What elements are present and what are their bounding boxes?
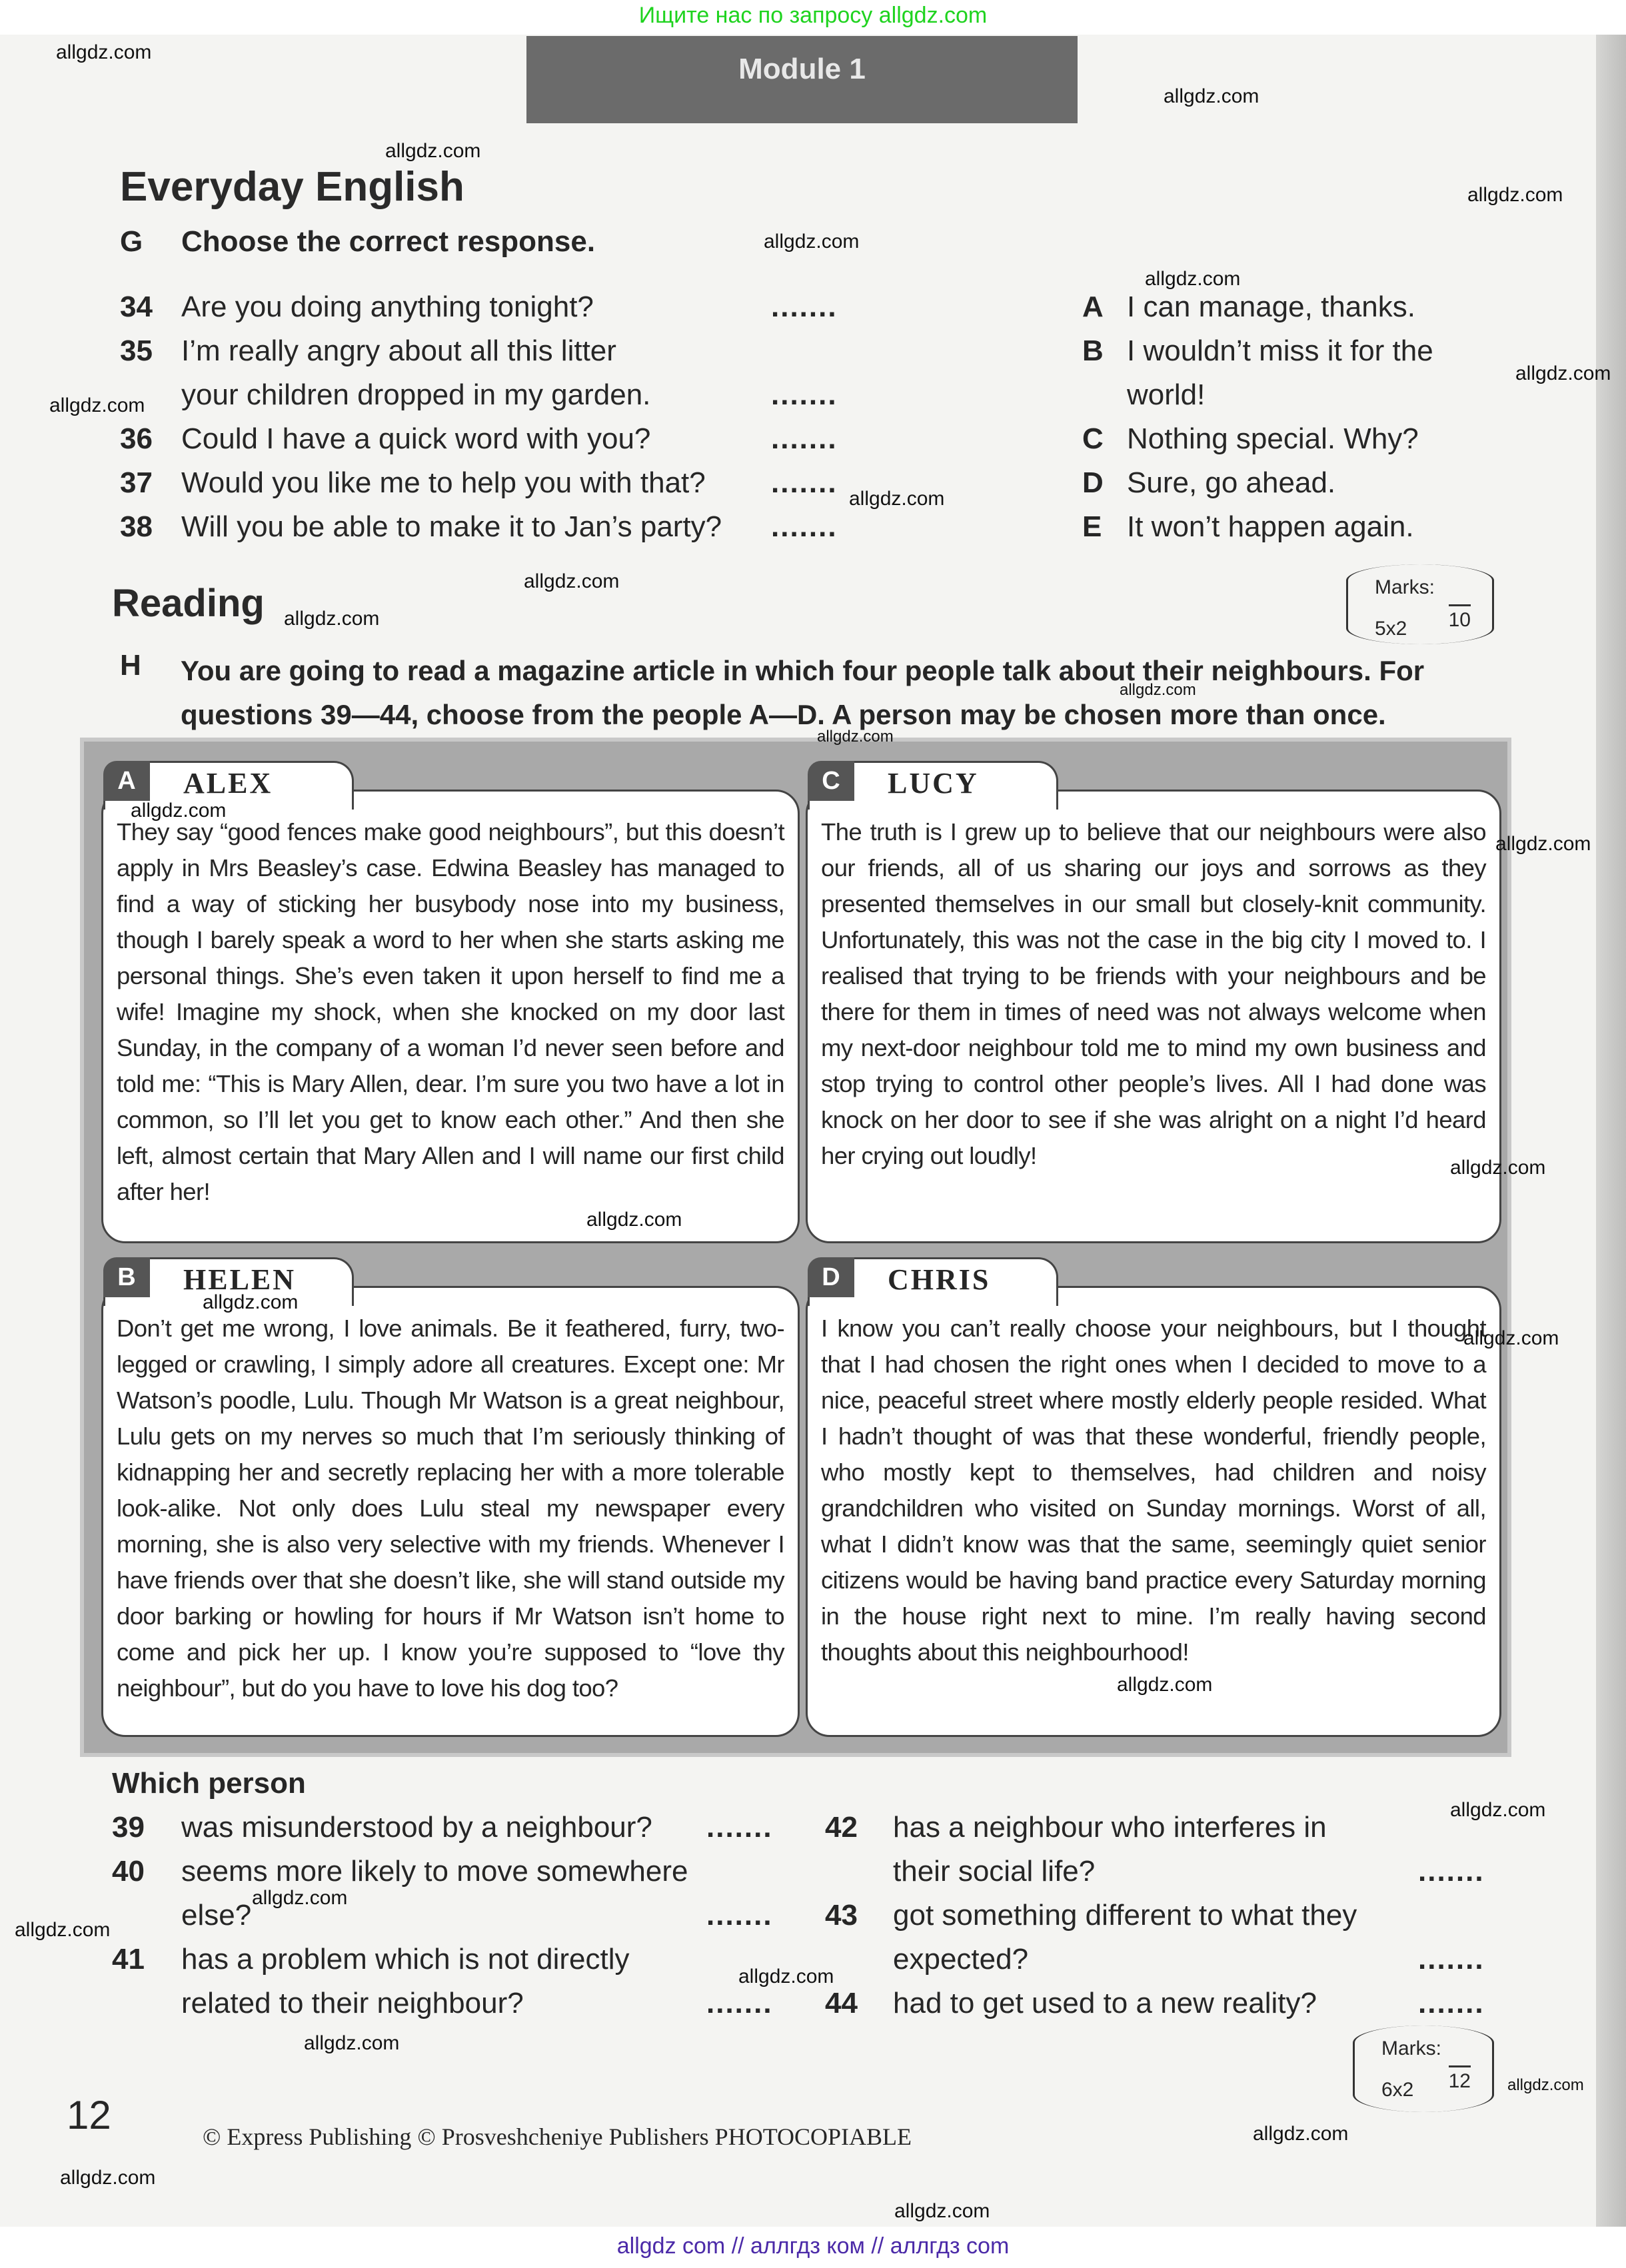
answer-blank[interactable]: ....... <box>706 1987 773 2019</box>
card-letter: B <box>103 1257 150 1297</box>
response-text: world! <box>1127 378 1206 411</box>
watermark: allgdz.com <box>56 41 152 63</box>
response-text: It won’t happen again. <box>1127 510 1414 543</box>
question-text: Would you like me to help you with that? <box>181 466 706 499</box>
watermark: allgdz.com <box>1507 2076 1584 2094</box>
watermark: allgdz.com <box>894 2200 990 2222</box>
marks-box-h <box>1353 2025 1494 2112</box>
marks-multiplier: 5x2 <box>1375 618 1407 640</box>
card-text: I know you can’t really choose your neighbours, but I thought that I had chosen the right ones when I decided to move to a nice, peaceful street where mostly elderly people resided. What I hadn’t thought of was that these wonderful, friendly people, who mostly kept to themselves, had children and noisy grandchildren who visited on Sunday mornings. Worst of all, what I didn’t know was that the same, seemingly quiet senior citizens would be having band practice every Saturday morning in the house right next to mine. I’m really having second thoughts about this neighbourhood! <box>821 1315 1486 1666</box>
question-number: 42 <box>825 1811 858 1844</box>
response-letter: B <box>1082 334 1104 367</box>
response-letter: D <box>1082 466 1104 499</box>
question-text: related to their neighbour? <box>181 1987 524 2019</box>
answer-blank[interactable]: ....... <box>706 1811 773 1844</box>
article-card-d <box>806 1263 1501 1737</box>
question-text: got something different to what they <box>893 1899 1357 1932</box>
marks-multiplier: 6x2 <box>1381 2079 1414 2101</box>
watermark: allgdz.com <box>1467 184 1563 206</box>
response-text: Sure, go ahead. <box>1127 466 1336 499</box>
watermark: allgdz.com <box>1117 1674 1213 1696</box>
question-number: 35 <box>120 334 153 367</box>
watermark: allgdz.com <box>738 1966 834 1987</box>
section-title-everyday-english: Everyday English <box>120 164 464 210</box>
watermark: allgdz.com <box>203 1291 299 1313</box>
card-name: ALEX <box>183 767 273 800</box>
page-number: 12 <box>67 2093 111 2137</box>
answer-blank[interactable]: ....... <box>1418 1987 1485 2019</box>
card-letter: D <box>808 1257 854 1297</box>
question-text: has a neighbour who interferes in <box>893 1811 1327 1844</box>
watermark: allgdz.com <box>1463 1327 1559 1349</box>
answer-blank[interactable]: ....... <box>771 466 838 499</box>
answer-blank[interactable]: ....... <box>771 290 838 323</box>
copyright-notice: © Express Publishing © Prosveshcheniye Publishers PHOTOCOPIABLE <box>203 2123 912 2150</box>
question-text: seems more likely to move somewhere <box>181 1855 688 1888</box>
watermark: allgdz.com <box>1450 1157 1546 1179</box>
response-letter: C <box>1082 422 1104 455</box>
response-text: I can manage, thanks. <box>1127 290 1415 323</box>
task-instruction-g: Choose the correct response. <box>181 225 596 258</box>
card-name: CHRIS <box>888 1263 991 1296</box>
watermark: allgdz.com <box>1164 85 1259 107</box>
question-text: has a problem which is not directly <box>181 1943 630 1976</box>
watermark: allgdz.com <box>1450 1799 1546 1821</box>
answer-blank[interactable]: ....... <box>771 378 838 411</box>
instruction-line: questions 39—44, choose from the people A—D. A person may be chosen more than once. <box>181 699 1386 730</box>
question-number: 36 <box>120 422 153 455</box>
watermark: allgdz.com <box>1120 681 1196 699</box>
marks-label: Marks: <box>1381 2037 1441 2059</box>
question-text: Are you doing anything tonight? <box>181 290 594 323</box>
question-text: their social life? <box>893 1855 1096 1888</box>
watermark: allgdz.com <box>49 394 145 416</box>
question-number: 34 <box>120 290 153 323</box>
response-letter: E <box>1082 510 1102 543</box>
answer-blank[interactable]: ....... <box>706 1899 773 1932</box>
watermark: allgdz.com <box>60 2167 156 2189</box>
question-text: your children dropped in my garden. <box>181 378 651 411</box>
section-title-reading: Reading <box>112 582 265 625</box>
question-number: 41 <box>112 1943 145 1976</box>
question-text: Could I have a quick word with you? <box>181 422 651 455</box>
watermark: allgdz.com <box>252 1887 348 1909</box>
question-number: 43 <box>825 1899 858 1932</box>
watermark: allgdz.com <box>131 800 227 822</box>
answer-blank[interactable]: ....... <box>771 422 838 455</box>
watermark: allgdz.com <box>764 231 860 253</box>
answer-blank[interactable]: ....... <box>1418 1943 1485 1976</box>
watermark: allgdz.com <box>586 1209 682 1231</box>
question-text: expected? <box>893 1943 1029 1976</box>
card-name: HELEN <box>183 1263 297 1296</box>
task-letter-h: H <box>120 649 141 682</box>
marks-box-g <box>1346 564 1494 644</box>
marks-total: 10 <box>1449 604 1471 632</box>
response-text: I wouldn’t miss it for the <box>1127 334 1433 367</box>
question-number: 39 <box>112 1811 145 1844</box>
watermark: allgdz.com <box>524 570 620 592</box>
watermark: allgdz.com <box>385 140 481 162</box>
watermark: allgdz.com <box>1145 268 1241 290</box>
article-card-c <box>806 767 1501 1243</box>
question-number: 44 <box>825 1987 858 2019</box>
watermark: allgdz.com <box>15 1919 111 1941</box>
question-number: 38 <box>120 510 153 543</box>
bottom-banner-link[interactable]: allgdz com // аллгдз ком // аллгдз com <box>616 2233 1010 2259</box>
watermark: allgdz.com <box>1253 2123 1349 2145</box>
question-number: 40 <box>112 1855 145 1888</box>
marks-total: 12 <box>1449 2065 1471 2093</box>
question-text: Will you be able to make it to Jan’s party? <box>181 510 722 543</box>
article-card-a <box>101 767 800 1243</box>
question-text: I’m really angry about all this litter <box>181 334 616 367</box>
card-text: They say “good fences make good neighbours”, but this doesn’t apply in Mrs Beasley’s case. Edwina Beasley has managed to find a way of sticking her busybody nose into my business, though I barely speak a word to her when she starts asking me personal things. She’s even taken it upon herself to find me a wife! Imagine my shock, when she knocked on my door last Sunday, in the company of a woman I’d never seen before and told me: “This is Mary Allen, dear. I’m sure you two have a lot in common, so I’ll let you get to know each other.” And then she left, almost certain that Mary Allen and I will name our first child after her! <box>117 818 784 1205</box>
instruction-line: You are going to read a magazine article in which four people talk about their neighbours. For <box>181 655 1425 686</box>
watermark: allgdz.com <box>1495 833 1591 855</box>
task-letter-g: G <box>120 225 143 258</box>
response-text: Nothing special. Why? <box>1127 422 1419 455</box>
article-card-b <box>101 1263 800 1737</box>
question-text: had to get used to a new reality? <box>893 1987 1317 2019</box>
card-letter: A <box>103 761 150 801</box>
card-letter: C <box>808 761 854 801</box>
which-person-heading: Which person <box>112 1767 306 1800</box>
module-header: Module 1 <box>526 36 1078 123</box>
card-text: The truth is I grew up to believe that our neighbours were also our friends, all of us sharing our joys and sorrows as they presented themselves in our small but closely-knit community. Unfortunately, this was not the case in the big city I moved to. I realised that trying to be friends with your neighbours and be there for them in times of need was not always welcome when my next-door neighbour told me to mind my own business and stop trying to control other people’s lives. All I had done was knock on her door to see if she was alright on a night I’d heard her crying out loudly! <box>821 818 1486 1169</box>
card-name: LUCY <box>888 767 979 800</box>
response-letter: A <box>1082 290 1104 323</box>
watermark: allgdz.com <box>1515 362 1611 384</box>
watermark: allgdz.com <box>817 728 894 746</box>
task-instruction-h <box>181 649 1487 737</box>
watermark: allgdz.com <box>849 488 945 510</box>
answer-blank[interactable]: ....... <box>771 510 838 543</box>
marks-label: Marks: <box>1375 576 1435 598</box>
answer-blank[interactable]: ....... <box>1418 1855 1485 1888</box>
card-text: Don’t get me wrong, I love animals. Be it feathered, furry, two-legged or crawling, I simply adore all creatures. Except one: Mr Watson’s poodle, Lulu. Though Mr Watson is a great neighbour, Lulu gets on my nerves so much that I’m seriously thinking of kidnapping her and secretly replacing her with a more tolerable look-alike. Not only does Lulu steal my newspaper every morning, she is also very selective with my friends. Whenever I have friends over that she doesn’t like, she will stand outside my door barking or howling for hours if Mr Watson isn’t home to come and pick her up. I know you’re supposed to “love thy neighbour”, but do you have to love his dog too? <box>117 1315 784 1702</box>
question-text: was misunderstood by a neighbour? <box>181 1811 652 1844</box>
question-number: 37 <box>120 466 153 499</box>
question-text: else? <box>181 1899 252 1932</box>
watermark: allgdz.com <box>304 2032 400 2054</box>
watermark: allgdz.com <box>284 608 380 630</box>
top-banner-link[interactable]: Ищите нас по запросу allgdz.com <box>638 3 988 28</box>
